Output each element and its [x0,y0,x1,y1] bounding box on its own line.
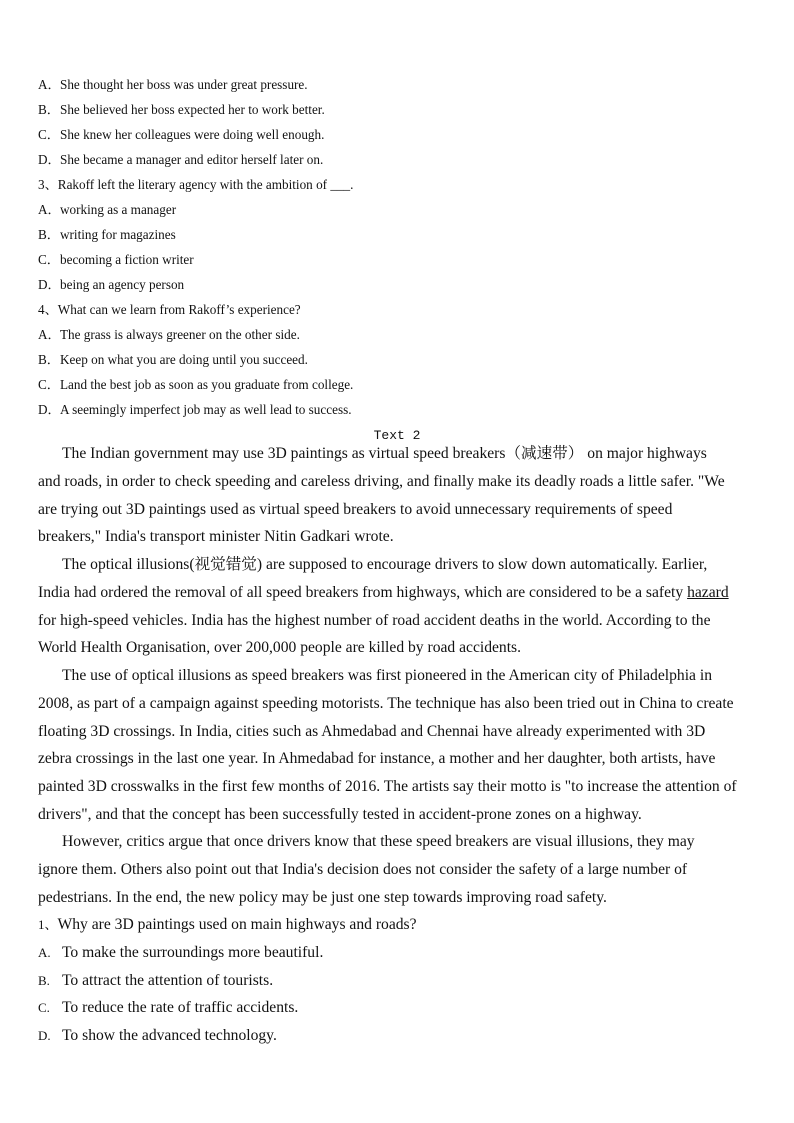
paragraph-4 [38,828,760,911]
q4-option-b [38,352,308,368]
paragraph-line: are trying out 3D paintings used as virtual speed breakers to avoid unnecessary requirements of speed [38,500,673,518]
paragraph-line: The optical illusions(视觉错觉) are supposed to encourage drivers to slow down automatically. Earlier, [62,556,708,573]
question-text: Rakoff left the literary agency with the ambition of ___. [57,177,354,192]
q3-option-d [38,277,184,293]
option-text: becoming a fiction writer [60,252,194,267]
question-number: 3、 [38,177,58,192]
paragraph-line: The use of optical illusions as speed breakers was first pioneered in the American city of Philadelphia in [62,667,712,684]
q3-option-b [38,227,176,243]
text2-q1-option-a [38,943,323,963]
q3-option-c [38,252,194,268]
option-text: The grass is always greener on the other side. [60,327,300,342]
text2-question-1 [38,915,417,935]
text2-q1-option-b [38,971,273,991]
option-text: writing for magazines [60,227,176,242]
question-text: Why are 3D paintings used on main highways and roads? [57,916,417,933]
q4-option-c [38,377,353,393]
q3-option-a [38,202,176,218]
question-number: 1、 [38,917,58,932]
option-label: C． [38,377,60,392]
paragraph-line: for high-speed vehicles. India has the highest number of road accident deaths in the world. According to the [38,611,711,629]
line-text: India had ordered the removal of all speed breakers from highways, which are considered to be a safety [38,583,688,601]
option-text: working as a manager [60,202,177,217]
option-label: D． [38,152,61,167]
q2-option-c [38,127,324,143]
option-text: To attract the attention of tourists. [62,972,274,989]
q4-option-d [38,402,352,418]
text2-q1-option-d [38,1026,277,1046]
paragraph-2 [38,551,760,662]
question-text: What can we learn from Rakoff’s experience? [57,302,301,317]
paragraph-line [38,579,760,607]
option-label: B． [38,352,60,367]
paragraph-line: pedestrians. In the end, the new policy may be just one step towards improving road safety. [38,888,607,906]
option-text: She believed her boss expected her to work better. [60,102,325,117]
text2-q1-option-c [38,998,298,1018]
option-label: D. [38,1028,51,1043]
q2-option-b [38,102,325,118]
option-label: A． [38,327,61,342]
option-label: B. [38,973,50,988]
paragraph-line: zebra crossings in the last one year. In Ahmedabad for instance, a mother and her daughter, both artists, have [38,750,716,768]
option-text: She thought her boss was under great pressure. [60,77,308,92]
option-label: B． [38,227,60,242]
option-label: A． [38,202,61,217]
paragraph-line: However, critics argue that once drivers know that these speed breakers are visual illusions, they may [62,833,695,850]
paragraph-line: breakers," India's transport minister Nitin Gadkari wrote. [38,528,394,546]
option-label: A． [38,77,61,92]
paragraph-line: 2008, as part of a campaign against speeding motorists. The technique has also been tried out in China to create [38,694,734,712]
option-text: A seemingly imperfect job may as well lead to success. [60,402,352,417]
question-4 [38,302,301,318]
paragraph-line: The Indian government may use 3D paintings as virtual speed breakers（减速带） on major highways [62,445,707,462]
paragraph-1 [38,440,760,551]
option-text: Land the best job as soon as you graduate from college. [60,377,354,392]
option-text: She knew her colleagues were doing well enough. [60,127,325,142]
option-label: C． [38,252,60,267]
option-text: To make the surroundings more beautiful. [62,944,324,961]
paragraph-line: World Health Organisation, over 200,000 people are killed by road accidents. [38,639,522,657]
option-text: She became a manager and editor herself later on. [60,152,324,167]
option-label: C． [38,127,60,142]
paragraph-line: and roads, in order to check speeding and careless driving, and finally make its deadly roads a little safer. "We [38,472,725,490]
option-label: D． [38,402,61,417]
paragraph-line: painted 3D crosswalks in the first few months of 2016. The artists say their motto is "to increase the attention of [38,778,737,796]
paragraph-line: drivers", and that the concept has been successfully tested in accident-prone zones on a highway. [38,805,642,823]
q2-option-d [38,152,323,168]
option-text: To show the advanced technology. [62,1027,277,1044]
paragraph-line: floating 3D crossings. In India, cities such as Ahmedabad and Chennai have already experimented with 3D [38,722,706,740]
question-number: 4、 [38,302,58,317]
paragraph-3 [38,662,760,829]
q4-option-a [38,327,300,343]
q2-option-a [38,77,308,93]
underlined-word: hazard [687,583,729,601]
option-label: C. [38,1000,50,1015]
option-text: To reduce the rate of traffic accidents. [62,999,299,1016]
question-3 [38,177,353,193]
option-text: being an agency person [60,277,185,292]
option-text: Keep on what you are doing until you succeed. [60,352,308,367]
paragraph-line: ignore them. Others also point out that India's decision does not consider the safety of a large number of [38,860,688,878]
section-title: Text 2 [373,428,421,443]
option-label: D． [38,277,61,292]
option-label: A. [38,945,51,960]
option-label: B． [38,102,60,117]
